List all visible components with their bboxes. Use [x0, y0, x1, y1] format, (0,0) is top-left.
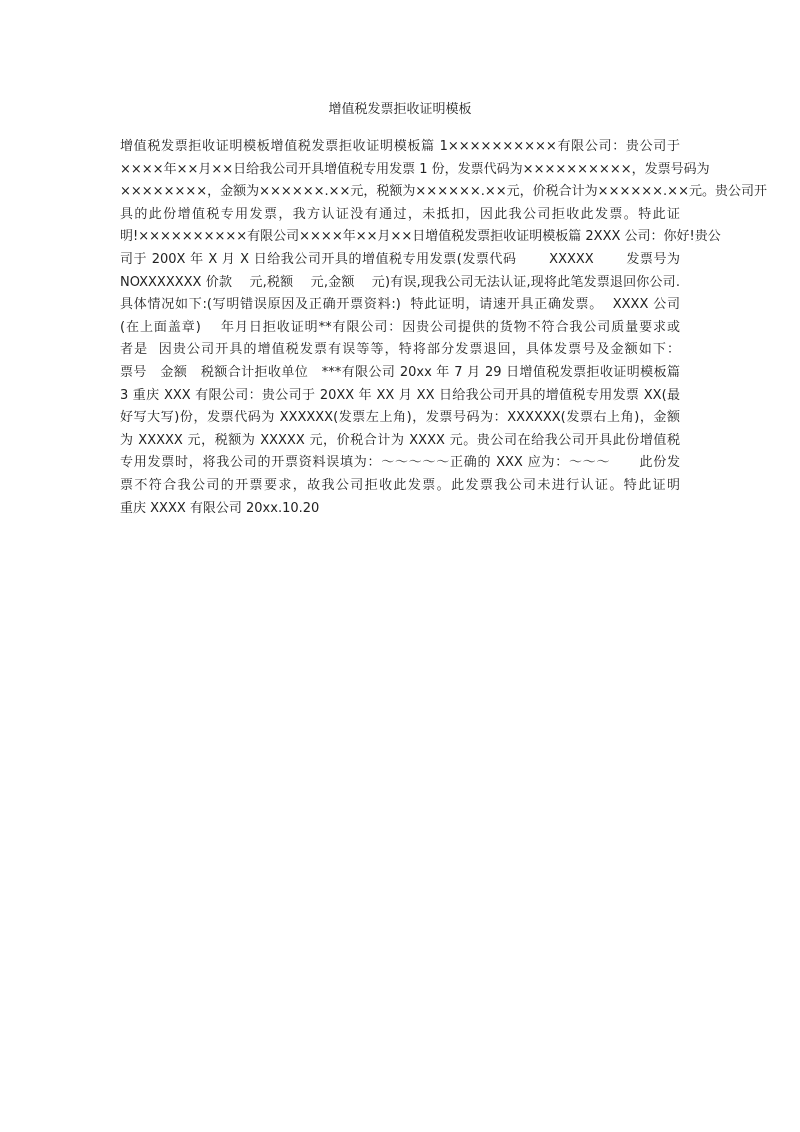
- body-line: 者是 因贵公司开具的增值税发票有误等等，特将部分发票退回，具体发票号及金额如下：: [120, 342, 680, 358]
- body-line: ××××××××，金额为××××××.××元，税额为××××××.××元，价税合计为××××××.××元。贵公司开: [120, 184, 767, 200]
- body-line: 专用发票时，将我公司的开票资料误填为：～～～～～正确的 XXX 应为：～～～ 此份发: [120, 455, 680, 471]
- document-title: 增值税发票拒收证明模板: [328, 102, 472, 117]
- body-line: 明!××××××××××有限公司××××年××月××日增值税发票拒收证明模板篇 2XXX 公司：你好!贵公: [120, 229, 721, 245]
- body-line: 重庆 XXXX 有限公司 20xx.10.20: [120, 500, 320, 516]
- body-line: 票不符合我公司的开票要求，故我公司拒收此发票。此发票我公司未进行认证。特此证明: [120, 477, 680, 493]
- body-line: NOXXXXXXX 价款 元,税额 元,金额 元)有误,现我公司无法认证,现将此笔发票退回你公司.: [120, 274, 680, 290]
- body-line: 为 XXXXX 元，税额为 XXXXX 元，价税合计为 XXXX 元。贵公司在给我公司开具此份增值税: [120, 432, 680, 448]
- body-line: 增值税发票拒收证明模板增值税发票拒收证明模板篇 1××××××××××有限公司：贵公司于: [120, 139, 680, 154]
- body-line: 3 重庆 XXX 有限公司：贵公司于 20XX 年 XX 月 XX 日给我公司开具的增值税专用发票 XX(最: [120, 387, 680, 403]
- body-line: 票号 金额 税额合计拒收单位 ***有限公司 20xx 年 7 月 29 日增值税发票拒收证明模板篇: [120, 364, 680, 380]
- body-line: 司于 200X 年 X 月 X 日给我公司开具的增值税专用发票(发票代码 XXXXX 发票号为: [120, 251, 680, 267]
- body-line: 好写大写)份，发票代码为 XXXXXX(发票左上角)，发票号码为：XXXXXX(发票右上角)，金额: [120, 410, 680, 426]
- body-line: (在上面盖章) 年月日拒收证明**有限公司：因贵公司提供的货物不符合我公司质量要求或: [120, 319, 680, 335]
- body-line: 具体情况如下:(写明错误原因及正确开票资料:) 特此证明，请速开具正确发票。 XXXX 公司: [120, 297, 680, 313]
- body-line: ××××年××月××日给我公司开具增值税专用发票 1 份，发票代码为××××××××××，发票号码为: [120, 161, 710, 177]
- document-body: [120, 136, 767, 520]
- body-line: 具的此份增值税专用发票，我方认证没有通过，未抵扣，因此我公司拒收此发票。特此证: [120, 206, 680, 222]
